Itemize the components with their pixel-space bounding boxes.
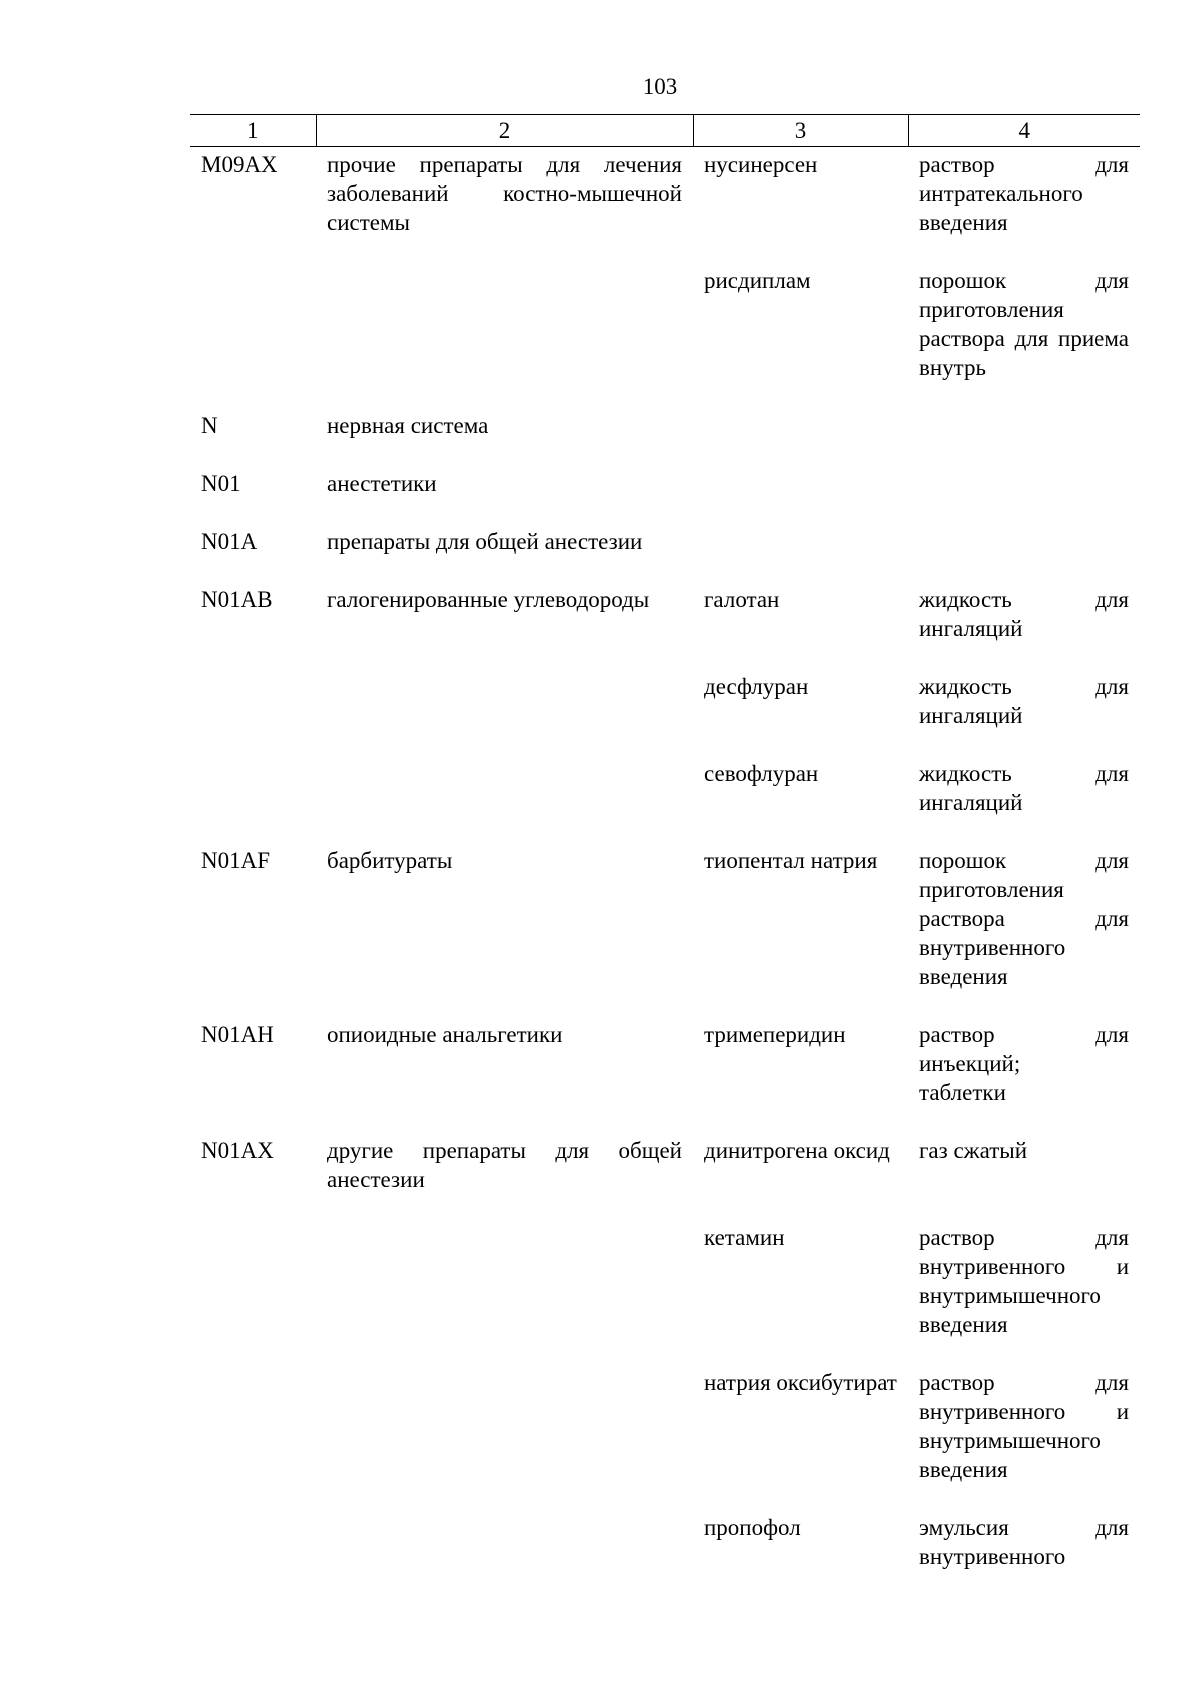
table-row xyxy=(190,846,1140,1020)
column-header-1: 1 xyxy=(190,115,316,147)
dosage-form: раствор для внутривенного и внутримышечного введения xyxy=(919,1225,1129,1337)
table-row xyxy=(190,147,1140,267)
table-row xyxy=(190,1368,1140,1513)
dosage-form-line: раствор для инъекций; xyxy=(919,1022,1129,1076)
table-row xyxy=(190,1223,1140,1368)
table-row xyxy=(190,759,1140,846)
table-row xyxy=(190,585,1140,672)
column-header-2: 2 xyxy=(316,115,693,147)
dosage-form-line: таблетки xyxy=(919,1080,1006,1105)
atc-code: N01 xyxy=(201,471,241,496)
drug-name: динитрогена оксид xyxy=(704,1138,890,1163)
drug-name: рисдиплам xyxy=(704,268,811,293)
group-name: опиоидные анальгетики xyxy=(327,1022,563,1047)
atc-code: N xyxy=(201,413,218,438)
table-row xyxy=(190,411,1140,469)
dosage-form: раствор для внутривенного и внутримышечного введения xyxy=(919,1370,1129,1482)
drug-name: тримеперидин xyxy=(704,1022,846,1047)
dosage-form xyxy=(908,469,1140,527)
group-name xyxy=(316,672,693,759)
atc-code xyxy=(190,759,316,846)
table-row xyxy=(190,469,1140,527)
group-name: нервная система xyxy=(327,413,489,438)
drug-name xyxy=(693,411,908,469)
dosage-form: жидкость для ингаляций xyxy=(919,674,1129,728)
group-name xyxy=(316,1513,693,1600)
group-name xyxy=(316,266,693,411)
dosage-form xyxy=(908,411,1140,469)
atc-code: N01AB xyxy=(201,587,273,612)
group-name xyxy=(316,759,693,846)
table-row xyxy=(190,1136,1140,1223)
dosage-form: жидкость для ингаляций xyxy=(919,761,1129,815)
dosage-form xyxy=(908,527,1140,585)
group-name: галогенированные углеводороды xyxy=(327,587,650,612)
group-name xyxy=(316,1368,693,1513)
table-row xyxy=(190,672,1140,759)
group-name: другие препараты для общей анестезии xyxy=(327,1138,682,1192)
atc-code xyxy=(190,672,316,759)
atc-code xyxy=(190,266,316,411)
atc-code xyxy=(190,1368,316,1513)
drug-name: нусинерсен xyxy=(704,152,818,177)
drug-name: севофлуран xyxy=(704,761,819,786)
table-row xyxy=(190,266,1140,411)
drug-table xyxy=(190,114,1140,1600)
dosage-form: газ сжатый xyxy=(919,1138,1028,1163)
atc-code: N01AH xyxy=(201,1022,274,1047)
group-name: барбитураты xyxy=(327,848,453,873)
drug-name: пропофол xyxy=(704,1515,801,1540)
group-name: препараты для общей анестезии xyxy=(327,529,643,554)
drug-name: тиопентал натрия xyxy=(704,848,878,873)
drug-name: натрия оксибутират xyxy=(704,1370,897,1395)
drug-name: кетамин xyxy=(704,1225,785,1250)
drug-name: десфлуран xyxy=(704,674,809,699)
group-name: анестетики xyxy=(327,471,437,496)
drug-name: галотан xyxy=(704,587,780,612)
atc-code: N01AX xyxy=(201,1138,274,1163)
dosage-form xyxy=(908,1020,1140,1136)
group-name: прочие препараты для лечения заболеваний костно-мышечной системы xyxy=(327,152,682,235)
drug-name xyxy=(693,469,908,527)
group-name xyxy=(316,1223,693,1368)
dosage-form: раствор для интратекального введения xyxy=(919,152,1129,235)
page-number: 103 xyxy=(642,74,678,99)
table-header-row xyxy=(190,115,1140,147)
dosage-form: эмульсия для внутривенного xyxy=(919,1515,1129,1569)
table-row xyxy=(190,527,1140,585)
dosage-form: порошок для приготовления раствора для внутривенного введения xyxy=(919,848,1129,989)
atc-code xyxy=(190,1223,316,1368)
table-row xyxy=(190,1513,1140,1600)
atc-code: N01AF xyxy=(201,848,271,873)
table-row xyxy=(190,1020,1140,1136)
dosage-form: жидкость для ингаляций xyxy=(919,587,1129,641)
atc-code: M09AX xyxy=(201,152,278,177)
drug-name xyxy=(693,527,908,585)
column-header-3: 3 xyxy=(693,115,908,147)
column-header-4: 4 xyxy=(908,115,1140,147)
atc-code: N01A xyxy=(201,529,258,554)
atc-code xyxy=(190,1513,316,1600)
dosage-form: порошок для приготовления раствора для приема внутрь xyxy=(919,268,1129,380)
